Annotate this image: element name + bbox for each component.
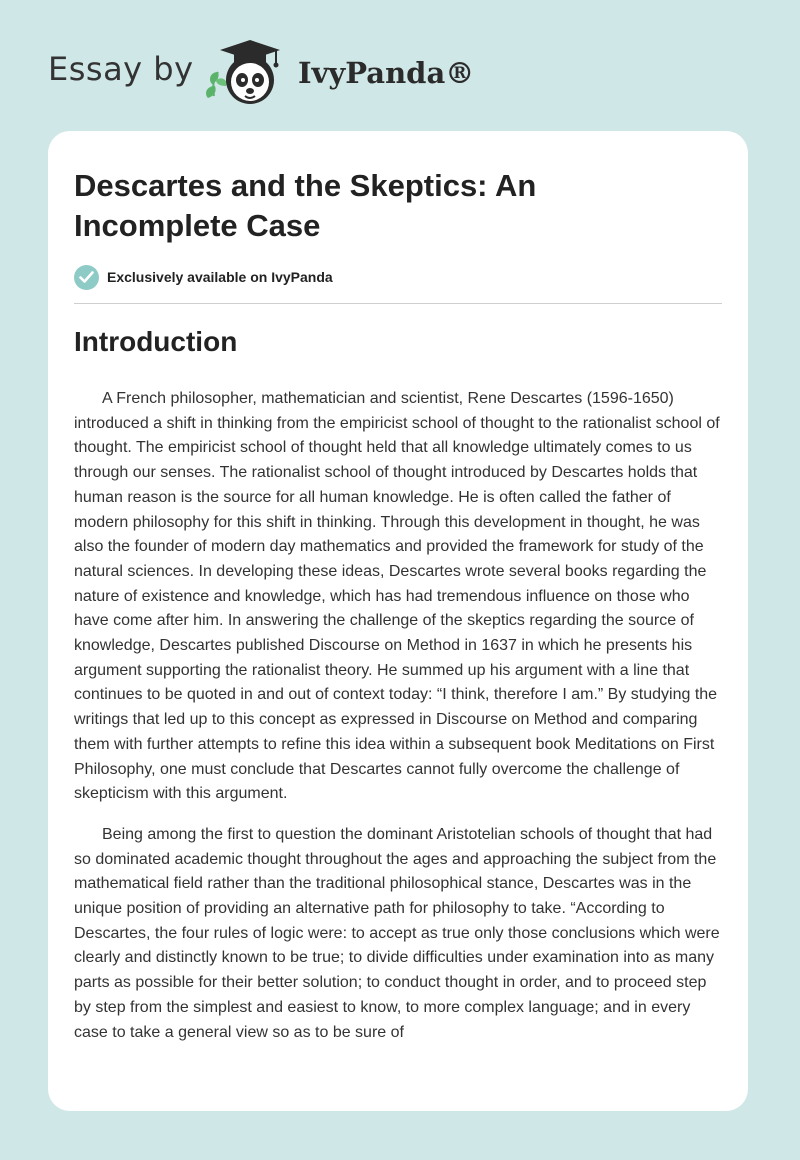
section-heading-introduction: Introduction: [74, 326, 238, 357]
site-header: [48, 36, 568, 112]
body-paragraph: Being among the first to question the dominant Aristotelian schools of thought that had so dominated academic thought throughout the ages and approaching the subject from the mathematical field rather than the traditional philosophical stance, Descartes was in the unique position of providing an alternative path for philosophy to take. “According to Descartes, the four rules of logic were: to accept as true only those conclusions which were clearly and distinctly known to be true; to divide difficulties under examination into as many parts as possible for their better solution; to conduct thought in order, and to proceed step by step from the simplest and easiest to know, to more complex language; and in every case to take a general view so as to be sure of: [74, 825, 720, 1041]
article-body: [74, 387, 724, 1061]
brand-name[interactable]: IvyPanda®: [298, 56, 475, 90]
essay-by-label: Essay by: [48, 50, 194, 88]
check-circle-icon: [74, 265, 99, 290]
article-card: [48, 131, 748, 1111]
ivypanda-logo-icon[interactable]: [200, 36, 290, 108]
body-paragraph: A French philosopher, mathematician and scientist, Rene Descartes (1596-1650) introduced a shift in thinking from the empiricist school of thought to the rationalist school of thought. The empiricist school of thought held that all knowledge ultimately comes to us through our senses. The rationalist school of thought introduced by Descartes holds that human reason is the source for all human knowledge. He is often called the father of modern philosophy for this shift in thinking. Through this development in thought, he was also the founder of modern day mathematics and provided the framework for study of the natural sciences. In developing these ideas, Descartes wrote several books regarding the nature of existence and knowledge, which has had tremendous influence on those who have come after him. In answering the challenge of the skeptics regarding the source of knowledge, Descartes published Discourse on Method in 1637 in which he presents his argument supporting the rationalist theory. He summed up his argument with a line that continues to be quoted in and out of context today: “I think, therefore I am.” By studying the writings that led up to this concept as expressed in Discourse on Method and comparing them with further attempts to refine this idea within a subsequent book Meditations on First Philosophy, one must conclude that Descartes cannot fully overcome the challenge of skepticism with this argument.: [74, 390, 720, 803]
exclusive-badge: [74, 263, 333, 291]
article-title: Descartes and the Skeptics: An Incomplete Case: [74, 168, 537, 243]
divider: [74, 303, 722, 304]
exclusive-badge-label: Exclusively available on IvyPanda: [107, 269, 333, 285]
